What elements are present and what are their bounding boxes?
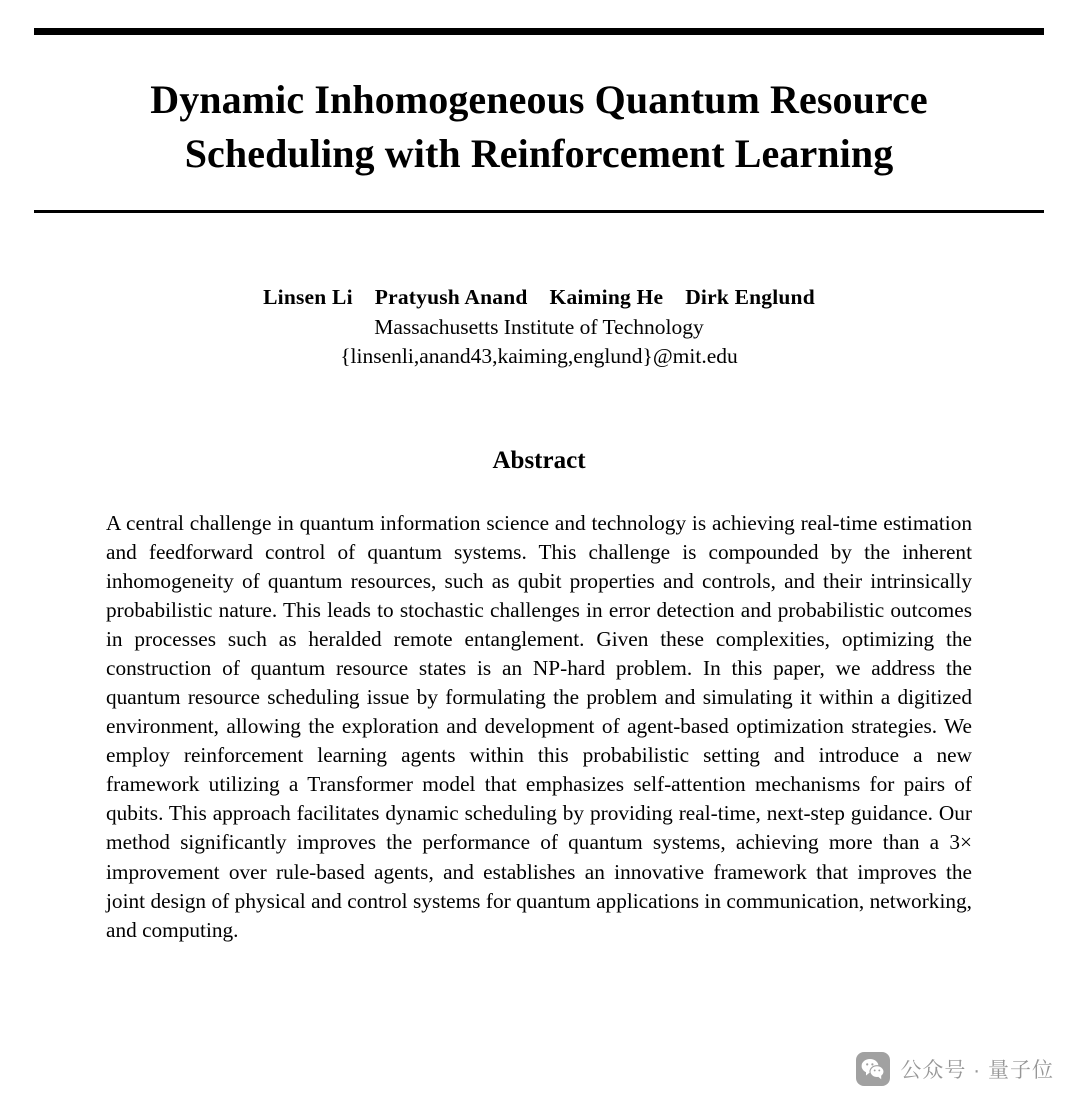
authors-block	[34, 285, 1044, 369]
affiliation: Massachusetts Institute of Technology	[374, 314, 704, 339]
watermark-label: 公众号 · 量子位	[900, 1059, 1054, 1082]
header-rule-bottom	[34, 210, 1044, 213]
watermark	[856, 1052, 1054, 1086]
author-name: Dirk Englund	[685, 284, 815, 309]
abstract-heading: Abstract	[492, 446, 586, 474]
author-list	[34, 285, 1044, 310]
author-email: {linsenli,anand43,kaiming,englund}@mit.edu	[340, 343, 738, 368]
title-line-2: Scheduling with Reinforcement Learning	[184, 131, 894, 177]
author-name: Pratyush Anand	[374, 284, 528, 309]
wechat-icon	[856, 1052, 890, 1086]
header-rule-top	[34, 28, 1044, 35]
author-name: Kaiming He	[549, 284, 664, 309]
author-name: Linsen Li	[263, 284, 353, 309]
abstract-text: A central challenge in quantum information science and technology is achieving real-time estimation and feedforward control of quantum systems. This challenge is compounded by the inherent inhomogeneity of quantum resources, such as qubit properties and controls, and their intrinsically probabilistic nature. This leads to stochastic challenges in error detection and probabilistic outcomes in processes such as heralded remote entanglement. Given these complexities, optimizing the construction of quantum resource states is an NP-hard problem. In this paper, we address the quantum resource scheduling issue by formulating the problem and simulating it within a digitized environment, allowing the exploration and development of agent-based optimization strategies. We employ reinforcement learning agents within this probabilistic setting and introduce a new framework utilizing a Transformer model that emphasizes self-attention mechanisms for pairs of qubits. This approach facilitates dynamic scheduling by providing real-time, next-step guidance. Our method significantly improves the performance of quantum systems, achieving more than a 3× improvement over rule-based agents, and establishes an innovative framework that improves the joint design of physical and control systems for quantum applications in communication, networking, and computing.	[106, 510, 972, 942]
title-line-1: Dynamic Inhomogeneous Quantum Resource	[150, 77, 928, 122]
paper-page	[0, 28, 1078, 1104]
page-title	[34, 35, 1044, 204]
